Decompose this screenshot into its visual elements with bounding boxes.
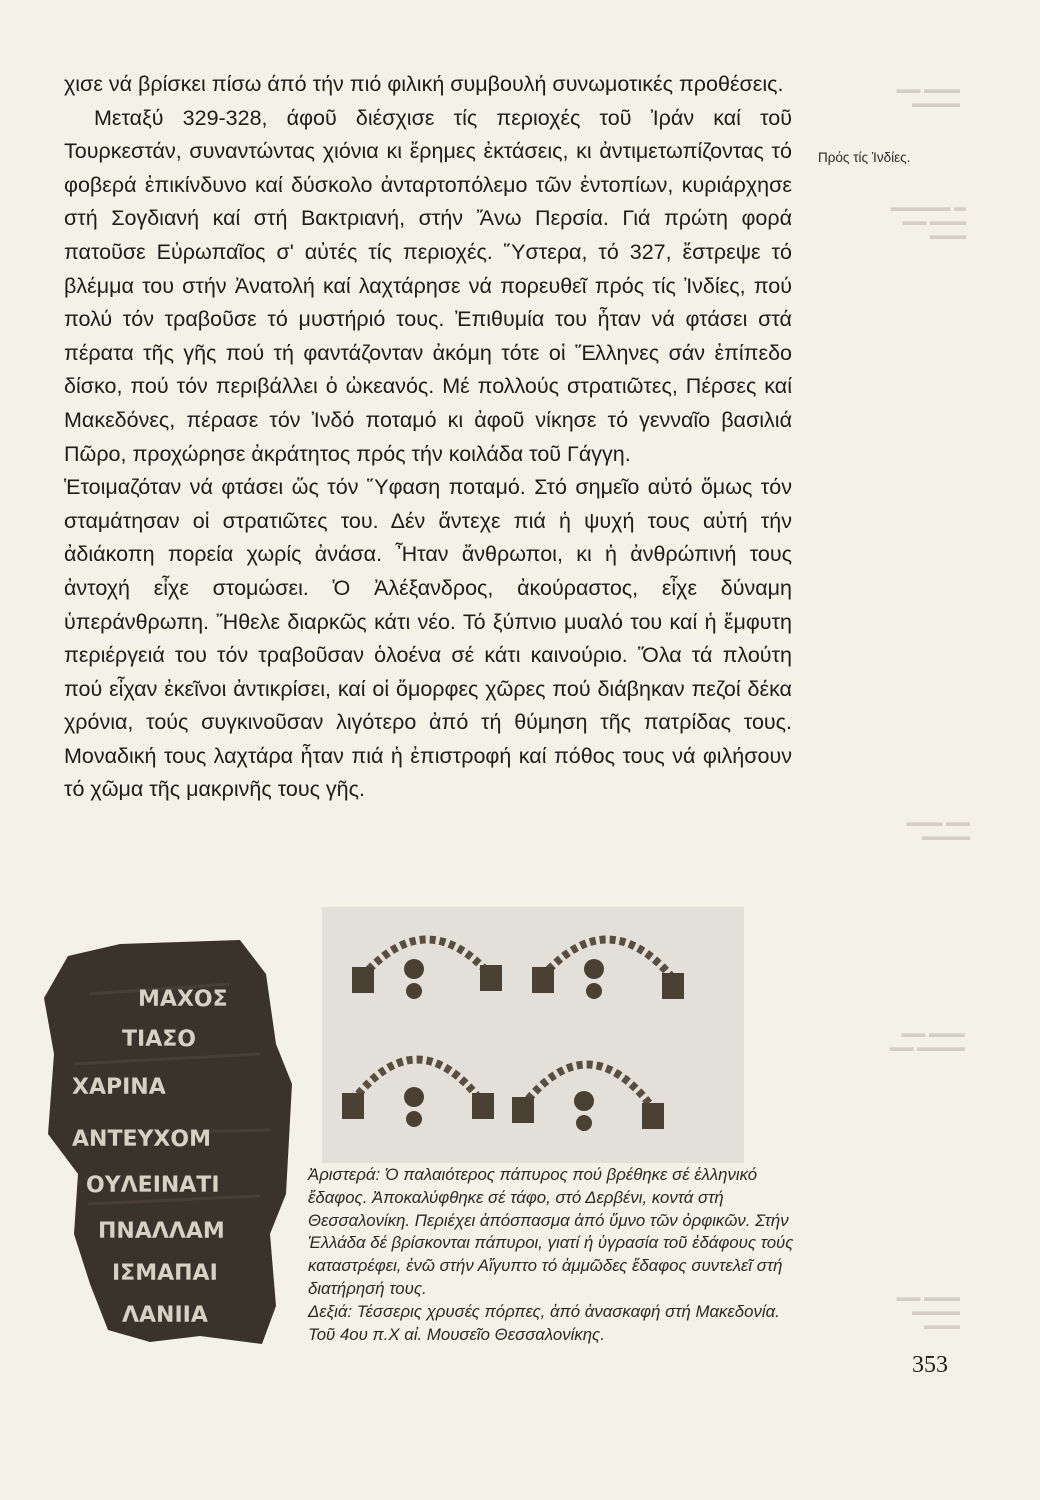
main-text: [64, 68, 792, 807]
figure-caption: [308, 1164, 796, 1346]
papyrus-line: ΑΝΤΕΥΧΟΜ: [72, 1127, 211, 1152]
bleed-through-text: ▬▬▬ ▬▬ ▬▬▬▬ ▬▬: [889, 1026, 965, 1054]
papyrus-line: ΛΑΝΙΙΑ: [122, 1303, 208, 1328]
paragraph-continuation: χισε νά βρίσκει πίσω άπό τήν πιό φιλική συμβουλή συνωμοτικές προθέσεις.: [64, 72, 784, 96]
bleed-through-text: ▬▬▬ ▬▬ ▬▬▬▬ ▬▬▬: [896, 1290, 960, 1332]
paragraph-india: Μεταξύ 329-328, άφοῦ διέσχισε τίς περιοχές τοῦ Ἰράν καί τοῦ Τουρκεστάν, συναντώντας χιόνια κι ἔρημες ἐκτάσεις, κι ἀντιμετωπίζοντας τό φοβερά ἐπικίνδυνο καί δύσκολο ἀνταρτοπόλεμο τῶν ἐντοπίων, κυριάρχησε στή Σογδιανή καί στή Βακτριανή, στήν Ἄνω Περσία. Γιά πρώτη φορά πατοῦσε Εὐρωπαῖος σ' αὐτές τίς περιοχές. Ὕστερα, τό 327, ἔστρεψε τό βλέμμα του στήν Ἀνατολή καί λαχτάρησε νά πορευθεῖ πρός τίς Ἰνδίες, πού πολύ τόν τραβοῦσε τό μυστήριό τους. Ἐπιθυμία του ἦταν νά φτάσει στά πέρατα τῆς γῆς πού τή φαντάζονταν ἀκόμη τότε οἱ Ἕλληνες σάν ἐπίπεδο δίσκο, πού τόν περιβάλλει ὁ ὠκεανός. Μέ πολλούς στρατιῶτες, Πέρσες καί Μακεδόνες, πέρασε τόν Ἰνδό ποταμό κι ἀφοῦ νίκησε τό γενναῖο βασιλιά Πῶρο, προχώρησε ἀκράτητος πρός τήν κοιλάδα τοῦ Γάγγη.: [64, 105, 792, 466]
margin-note: Πρός τίς Ἰνδίες.: [818, 150, 911, 165]
bleed-through-text: ▬▬ ▬▬▬ ▬▬▬▬: [906, 815, 970, 843]
gold-brooches-photo: [322, 907, 744, 1163]
caption-right: Δεξιά: Τέσσερις χρυσές πόρπες, ἀπό ἀνασκαφή στή Μακεδονία. Τοῦ 4ου π.Χ αἰ. Μουσεῖο Θεσσαλονίκης.: [308, 1301, 780, 1344]
papyrus-line: ΙΣΜΑΠΑΙ: [112, 1261, 218, 1286]
papyrus-line: ΧΑΡΙΝΑ: [72, 1075, 166, 1100]
papyrus-line: ΤΙΑΣΟ: [122, 1027, 196, 1052]
papyrus-line: ΟΥΛΕΙΝΑΤΙ: [86, 1173, 220, 1198]
papyrus-photo: [30, 934, 300, 1352]
caption-left: Ἀριστερά: Ὁ παλαιότερος πάπυρος πού βρέθηκε σέ ἑλληνικό ἔδαφος. Ἀποκαλύφθηκε σέ τάφο, στό Δερβένι, κοντά στή Θεσσαλονίκη. Περιέχει ἀπόσπασμα ἀπό ὕμνο τῶν ὀρφικῶν. Στήν Ἑλλάδα δέ βρίσκονται πάπυροι, γιατί ἡ ὑγρασία τοῦ ἐδάφους τούς καταστρέφει, ἐνῶ στήν Αἴγυπτο τό ἀμμῶδες ἔδαφος συντελεῖ στή διατήρησή τους.: [308, 1165, 794, 1298]
bleed-through-text: ▬▬▬ ▬▬ ▬▬▬▬: [896, 82, 960, 110]
paragraph-hyphasis: Ἑτοιμαζόταν νά φτάσει ὥς τόν Ὕφαση ποταμό. Στό σημεῖο αὐτό ὅμως τόν σταμάτησαν οἱ στρατιῶτες του. Δέν ἄντεχε πιά ἡ ψυχή τους αὐτή τήν ἀδιάκοπη πορεία χωρίς ἀνάσα. Ἦταν ἄνθρωποι, κι ἡ ἀνθρώπινή τους ἀντοχή εἶχε στομώσει. Ὁ Ἀλέξανδρος, ἀκούραστος, εἶχε δύναμη ὑπεράνθρωπη. Ἤθελε διαρκῶς κάτι νέο. Τό ξύπνιο μυαλό του καί ἡ ἔμφυτη περιέργειά του τόν τραβοῦσαν ὁλοένα σέ κάτι καινούριο. Ὅλα τά πλούτη πού εἶχαν ἐκεῖνοι ἀντικρίσει, καί οἱ ὄμορφες χῶρες πού διάβηκαν πεζοί δέκα χρόνια, τούς συγκινοῦσαν λιγότερο ἀπό τή θύμηση τῆς πατρίδας τους. Μοναδική τους λαχτάρα ἦταν πιά ἡ ἐπιστροφή καί πόθος τους νά φιλήσουν τό χῶμα τῆς μακρινῆς τους γῆς.: [64, 475, 792, 802]
bleed-through-text: ▬ ▬▬▬▬▬ ▬▬▬ ▬▬ ▬▬▬: [890, 200, 966, 242]
page-number: 353: [912, 1352, 948, 1378]
papyrus-line: ΜΑΧΟΣ: [138, 987, 228, 1012]
papyrus-line: ΠΝΑΛΛΑΜ: [98, 1219, 225, 1244]
